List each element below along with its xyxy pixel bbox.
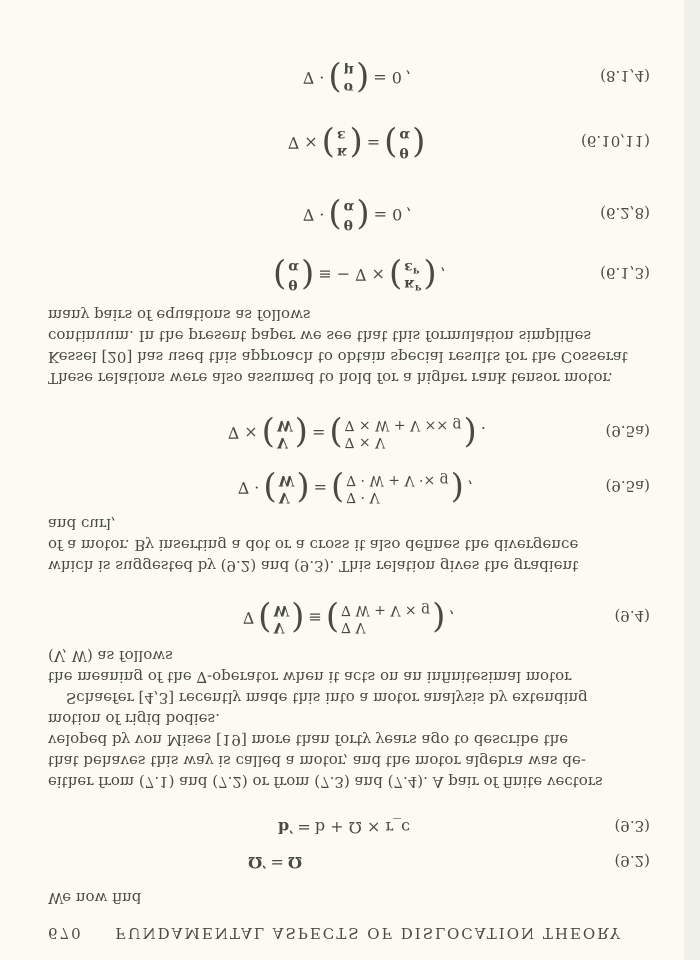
equation-6-2-8: ∇ · ( θ α ) = 0 , (6.2,8) (303, 195, 650, 235)
equation-9-5b: ∇ × ( V W ) = ( ∇ × V ∇ × W + V ×× g ) . (9.5a) (228, 413, 650, 453)
matrix-top: θ (343, 216, 353, 232)
equation-8-1-4: ∇ · ( σ μ ) = 0 , (8.1,4) (303, 58, 650, 98)
matrix-top: κᴾ (404, 276, 422, 292)
eq-label: (9.5a) (605, 477, 650, 495)
matrix-top: ∇ · V (346, 489, 380, 505)
eq-lhs: b′ (278, 818, 294, 837)
matrix-top: θ (288, 276, 298, 292)
eq-rel: = (270, 853, 284, 872)
eq-label: (9.3) (614, 817, 650, 835)
paragraph-line: the meaning of the ∇-operator when it acts on an infinitesimal motor (48, 668, 572, 686)
eq-rel: = (297, 818, 311, 837)
paragraph-line: Schaefer [4,3] recently made this into a motor analysis by extending (66, 689, 588, 707)
equation-6-1-3: ( θ α ) ≡ − ∇ × ( κᴾ εᴾ ) , (6.1,3) (273, 255, 650, 295)
eq-rhs: = 0 (373, 205, 403, 225)
eq-label: (9.2) (614, 852, 650, 870)
paragraph-line: (V, W) as follows (48, 647, 173, 665)
divergence-operator: ∇ · (303, 68, 325, 88)
curl-operator: ∇ × (288, 133, 318, 153)
matrix-top: κ (336, 144, 348, 160)
matrix-top: θ (399, 144, 409, 160)
punct: , (406, 205, 412, 225)
equation-9-2 (48, 840, 660, 880)
paragraph-line: veloped by von Mises [19] more than forty years ago to describe the (48, 731, 569, 749)
matrix-top: V (278, 489, 290, 505)
paragraph-line: These relations were also assumed to hold for a higher rank tensor motor. (48, 369, 613, 387)
paragraph-line: and curl, (48, 515, 116, 533)
equation-6-10-11: ∇ × ( κ ε ) = ( θ α ) (6.10,11) (288, 123, 650, 163)
matrix-bottom: α (343, 199, 355, 215)
paragraph-line: that behaves this way is called a motor, and the motor algebra was de- (48, 752, 586, 770)
matrix-bottom: W (273, 602, 290, 618)
equation-9-3 (48, 805, 660, 845)
eq-rel: ≡ − ∇ × (318, 265, 385, 285)
paragraph-line: either from (7.1) and (7.2) or from (7.3) and (7.4). A pair of finite vectors (48, 773, 603, 791)
punct: , (449, 608, 455, 628)
equation-9-4: ∇ ( V W ) ≡ ( ∇ V ∇ W + V × g ) , (9.4) (243, 598, 650, 638)
matrix-bottom: W (276, 417, 293, 433)
matrix-top: σ (343, 79, 354, 95)
matrix-bottom: εᴾ (404, 259, 420, 275)
matrix-bottom: ε (336, 127, 346, 143)
nabla-operator: ∇ (243, 608, 255, 628)
punct: , (467, 478, 473, 498)
running-title: FUNDAMENTAL ASPECTS OF DISLOCATION THEORY (115, 924, 622, 942)
matrix-bottom: α (288, 259, 300, 275)
punct: . (480, 423, 486, 443)
running-header (48, 924, 622, 942)
eq-rhs: b + Ω × r_c (314, 818, 411, 837)
page-number: 670 (48, 924, 83, 942)
paragraph-line: many pairs of equations as follows (48, 306, 311, 324)
divergence-operator: ∇ · (303, 205, 325, 225)
paragraph-line: continuum. In the present paper we see that this formulation simplifies (48, 327, 592, 345)
punct: , (405, 68, 411, 88)
equation-9-5a: ∇ · ( V W ) = ( ∇ · V ∇ · W + V ·× g ) , (9.5a) (238, 468, 650, 508)
matrix-top: V (276, 434, 288, 450)
eq-rel: = (313, 478, 328, 498)
paragraph-line: which is suggested by (9.2) and (9.3). This relation gives the gradient (48, 557, 579, 575)
matrix-bottom: ∇ × W + V ×× g (344, 417, 462, 433)
curl-operator: ∇ × (228, 423, 258, 443)
matrix-bottom: μ (343, 62, 354, 78)
eq-label: (9.4) (614, 607, 650, 625)
matrix-bottom: W (278, 472, 295, 488)
paragraph-line: motion of rigid bodies. (48, 710, 221, 728)
intro-text: We now find (48, 889, 142, 907)
divergence-operator: ∇ · (238, 478, 260, 498)
matrix-bottom: ∇ · W + V ·× g (346, 472, 449, 488)
eq-rel: ≡ (308, 608, 322, 628)
eq-lhs: Ω′ (248, 853, 267, 872)
matrix-top: ∇ × V (344, 434, 386, 450)
paragraph-line: Kessel [20] has used this approach to obtain special results for the Cosserat (48, 348, 628, 366)
matrix-bottom: α (399, 127, 411, 143)
eq-rel: = (311, 423, 326, 443)
eq-label: (6.10,11) (581, 132, 650, 150)
paragraph-line: of a motor. By inserting a dot or a cross it also defines the divergence (48, 536, 579, 554)
matrix-bottom: ∇ W + V × g (341, 602, 431, 618)
matrix-top: ∇ V (341, 619, 366, 635)
eq-rhs: Ω (287, 853, 303, 872)
eq-label: (9.5a) (605, 422, 650, 440)
eq-label: (6.2,8) (600, 204, 650, 222)
eq-rel: = (366, 133, 381, 153)
eq-label: (8.1,4) (600, 67, 650, 85)
eq-label: (6.1,3) (600, 264, 650, 282)
punct: , (440, 265, 446, 285)
eq-rhs: = 0 (373, 68, 402, 88)
matrix-top: V (273, 619, 285, 635)
